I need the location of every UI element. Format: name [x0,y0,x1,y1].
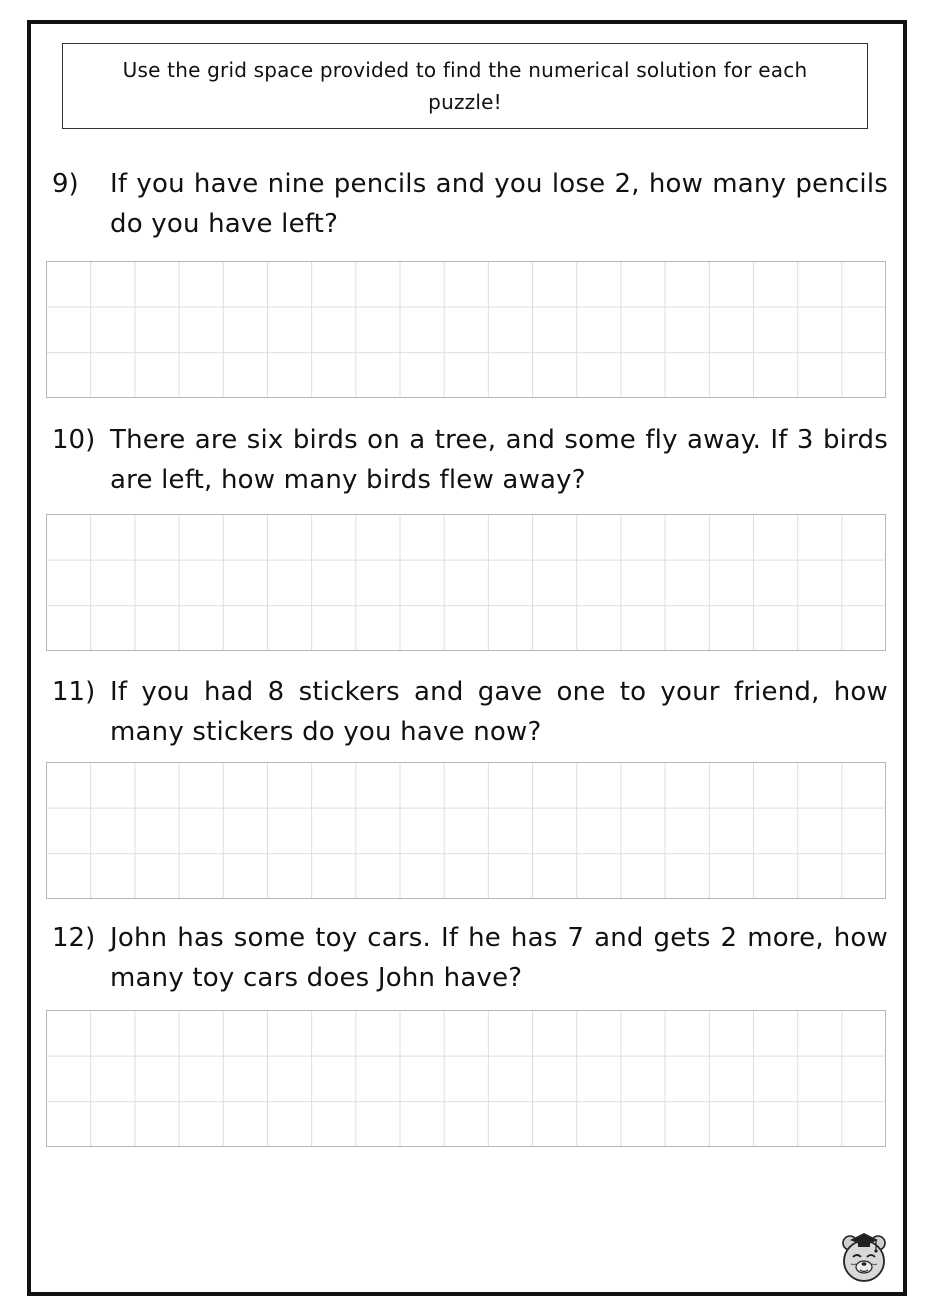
instructions-box [62,43,868,129]
question-number: 11) [52,677,96,707]
answer-grid-10[interactable] [46,514,886,651]
answer-grid-12[interactable] [46,1010,886,1147]
answer-grid-9[interactable] [46,261,886,398]
question-9 [52,164,888,244]
question-number: 12) [52,923,96,953]
answer-grid-11[interactable] [46,762,886,899]
question-number: 10) [52,425,96,455]
question-11 [52,672,888,752]
question-text: If you had 8 stickers and gave one to your friend, how many stickers do you have now? [110,677,888,747]
graduate-bear-icon [836,1228,892,1284]
question-number: 9) [52,169,79,199]
question-12 [52,918,888,998]
question-text: John has some toy cars. If he has 7 and gets 2 more, how many toy cars does John have? [110,923,888,993]
instructions-text: Use the grid space provided to find the numerical solution for each puzzle! [122,58,808,114]
question-text: If you have nine pencils and you lose 2, how many pencils do you have left? [110,169,888,239]
question-10 [52,420,888,500]
question-text: There are six birds on a tree, and some fly away. If 3 birds are left, how many birds flew away? [110,425,888,495]
